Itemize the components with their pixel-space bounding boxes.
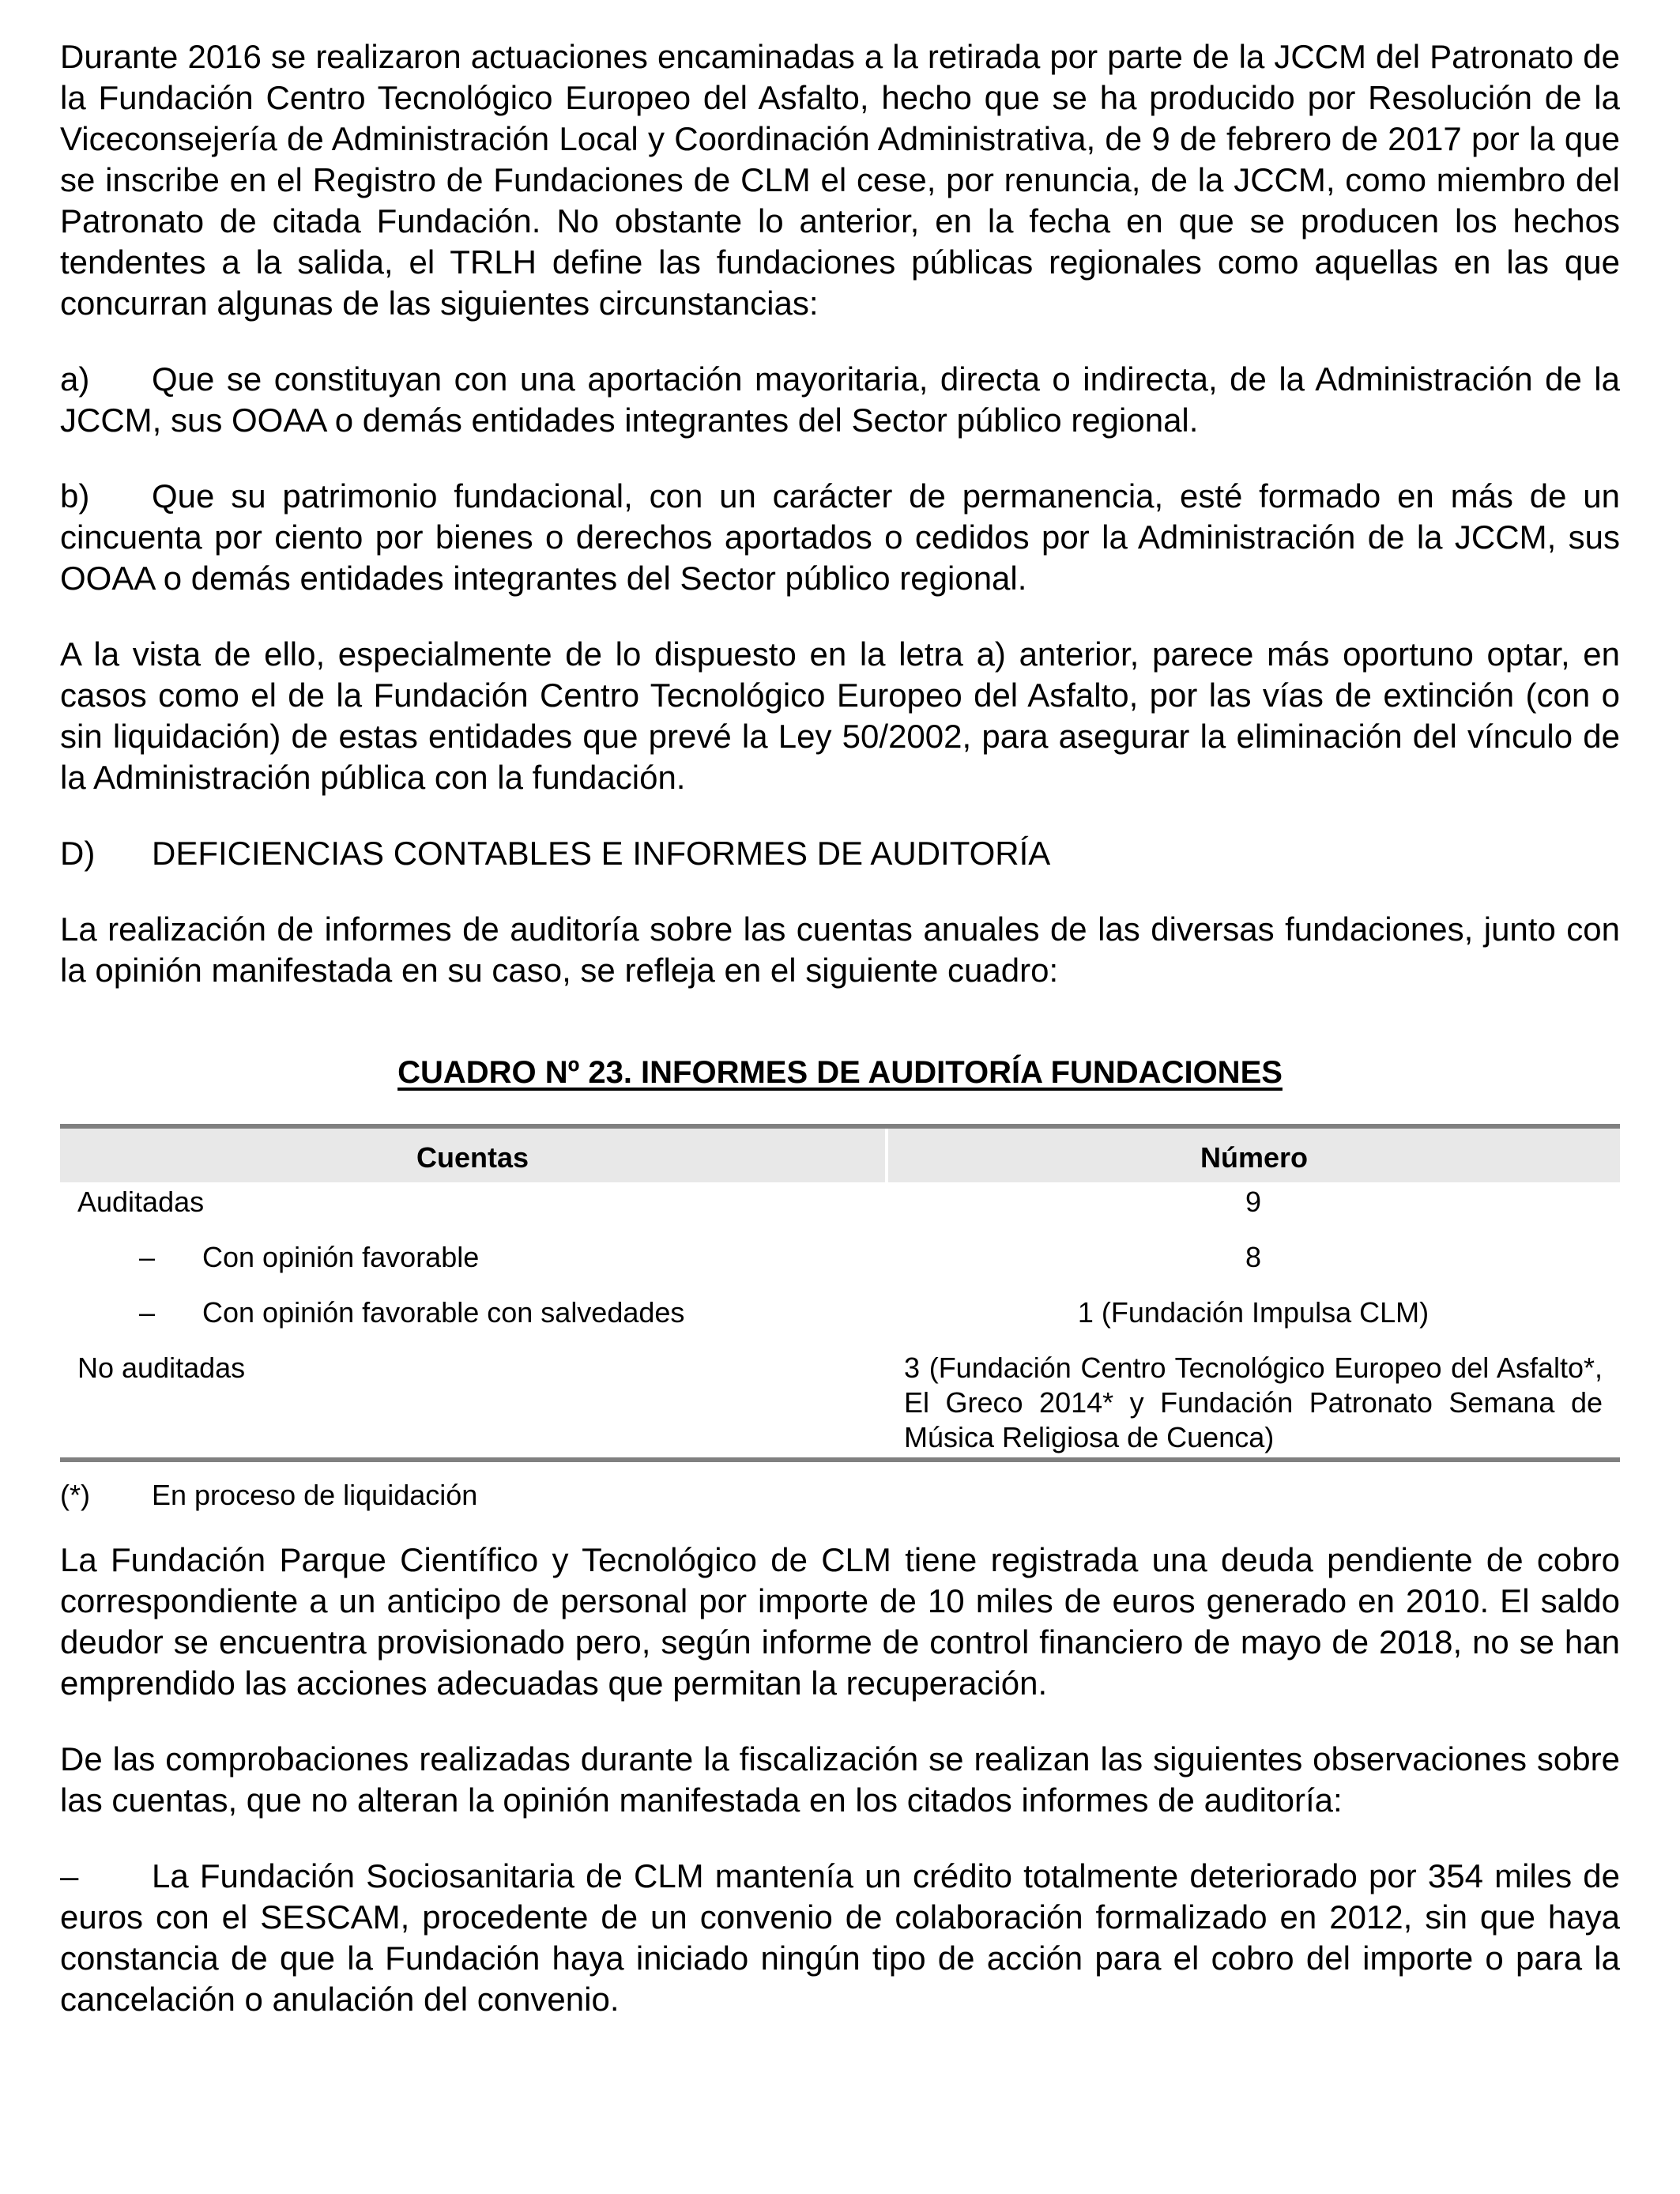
row-label-cell	[60, 1293, 887, 1348]
list-item-b-text: Que su patrimonio fundacional, con un carácter de permanencia, esté formado en más de un cincuenta por ciento por bienes o derechos aportados o cedidos por la Administración de la JCCM, sus OOAA o demás entidades integrantes del Sector público regional.	[60, 477, 1620, 597]
section-marker-d: D)	[60, 835, 96, 872]
bullet-item-sociosanitaria	[60, 1856, 1620, 2020]
header-cuentas: Cuentas	[60, 1126, 887, 1182]
row-label-cell	[60, 1238, 887, 1293]
row-label: Con opinión favorable	[202, 1241, 480, 1273]
row-label: Con opinión favorable con salvedades	[202, 1296, 685, 1329]
document-page	[60, 36, 1620, 2020]
bullet-item-text: La Fundación Sociosanitaria de CLM mantenía un crédito totalmente deteriorado por 354 miles de euros con el SESCAM, procedente de un convenio de colaboración formalizado en 2012, sin que haya constancia de que la Fundación haya iniciado ningún tipo de acción para el cobro del importe o para la cancelación o anulación del convenio.	[60, 1857, 1620, 2018]
row-label: No auditadas	[77, 1351, 246, 1384]
dash-marker: –	[139, 1241, 156, 1273]
list-item-a-text: Que se constituyan con una aportación mayoritaria, directa o indirecta, de la Administración de la JCCM, sus OOAA o demás entidades integrantes del Sector público regional.	[60, 360, 1620, 439]
paragraph-fundacion-asfalto: Durante 2016 se realizaron actuaciones encaminadas a la retirada por parte de la JCCM del Patronato de la Fundación Centro Tecnológico Europeo del Asfalto, hecho que se ha producido por Resolución de la Viceconsejería de Administración Local y Coordinación Administrativa, de 9 de febrero de 2017 por la que se inscribe en el Registro de Fundaciones de CLM el cese, por renuncia, de la JCCM, como miembro del Patronato de citada Fundación. No obstante lo anterior, en la fecha en que se producen los hechos tendentes a la salida, el TRLH define las fundaciones públicas regionales como aquellas en las que concurran algunas de las siguientes circunstancias:	[60, 38, 1620, 322]
dash-marker: –	[139, 1296, 156, 1329]
section-heading-d	[60, 833, 1620, 874]
table-row	[60, 1348, 1620, 1460]
row-label: Auditadas	[77, 1186, 205, 1218]
row-value: 3 (Fundación Centro Tecnológico Europeo del Asfalto*, El Greco 2014* y Fundación Patronato Semana de Música Religiosa de Cuenca)	[904, 1351, 1603, 1453]
audit-table	[60, 1124, 1620, 1462]
list-marker-b: b)	[60, 477, 90, 515]
list-item-a	[60, 359, 1620, 441]
list-marker-a: a)	[60, 360, 90, 398]
row-value: 8	[1245, 1241, 1262, 1273]
table-title: CUADRO Nº 23. INFORMES DE AUDITORÍA FUNDACIONES	[397, 1055, 1283, 1090]
paragraph-auditoria-intro: La realización de informes de auditoría sobre las cuentas anuales de las diversas fundaciones, junto con la opinión manifestada en su caso, se refleja en el siguiente cuadro:	[60, 910, 1620, 989]
footnote-text: En proceso de liquidación	[152, 1479, 478, 1511]
table-row	[60, 1293, 1620, 1348]
header-numero: Número	[887, 1126, 1620, 1182]
table-row	[60, 1182, 1620, 1238]
list-item-b	[60, 476, 1620, 599]
paragraph-parque-cientifico: La Fundación Parque Científico y Tecnológico de CLM tiene registrada una deuda pendiente de cobro correspondiente a un anticipo de personal por importe de 10 miles de euros generado en 2010. El saldo deudor se encuentra provisionado pero, según informe de control financiero de mayo de 2018, no se han emprendido las acciones adecuadas que permitan la recuperación.	[60, 1541, 1620, 1702]
paragraph-comprobaciones: De las comprobaciones realizadas durante la fiscalización se realizan las siguientes observaciones sobre las cuentas, que no alteran la opinión manifestada en los citados informes de auditoría:	[60, 1740, 1620, 1819]
row-value: 1 (Fundación Impulsa CLM)	[1077, 1296, 1430, 1329]
footnote-marker: (*)	[60, 1479, 90, 1511]
table-header-row	[60, 1126, 1620, 1182]
bullet-marker: –	[60, 1857, 79, 1894]
table-footnote	[60, 1478, 1620, 1513]
section-heading-text: DEFICIENCIAS CONTABLES E INFORMES DE AUDITORÍA	[152, 835, 1051, 872]
row-value: 9	[1245, 1186, 1262, 1218]
paragraph-vista: A la vista de ello, especialmente de lo dispuesto en la letra a) anterior, parece más oportuno optar, en casos como el de la Fundación Centro Tecnológico Europeo del Asfalto, por las vías de extinción (con o sin liquidación) de estas entidades que prevé la Ley 50/2002, para asegurar la eliminación del vínculo de la Administración pública con la fundación.	[60, 635, 1620, 796]
table-row	[60, 1238, 1620, 1293]
